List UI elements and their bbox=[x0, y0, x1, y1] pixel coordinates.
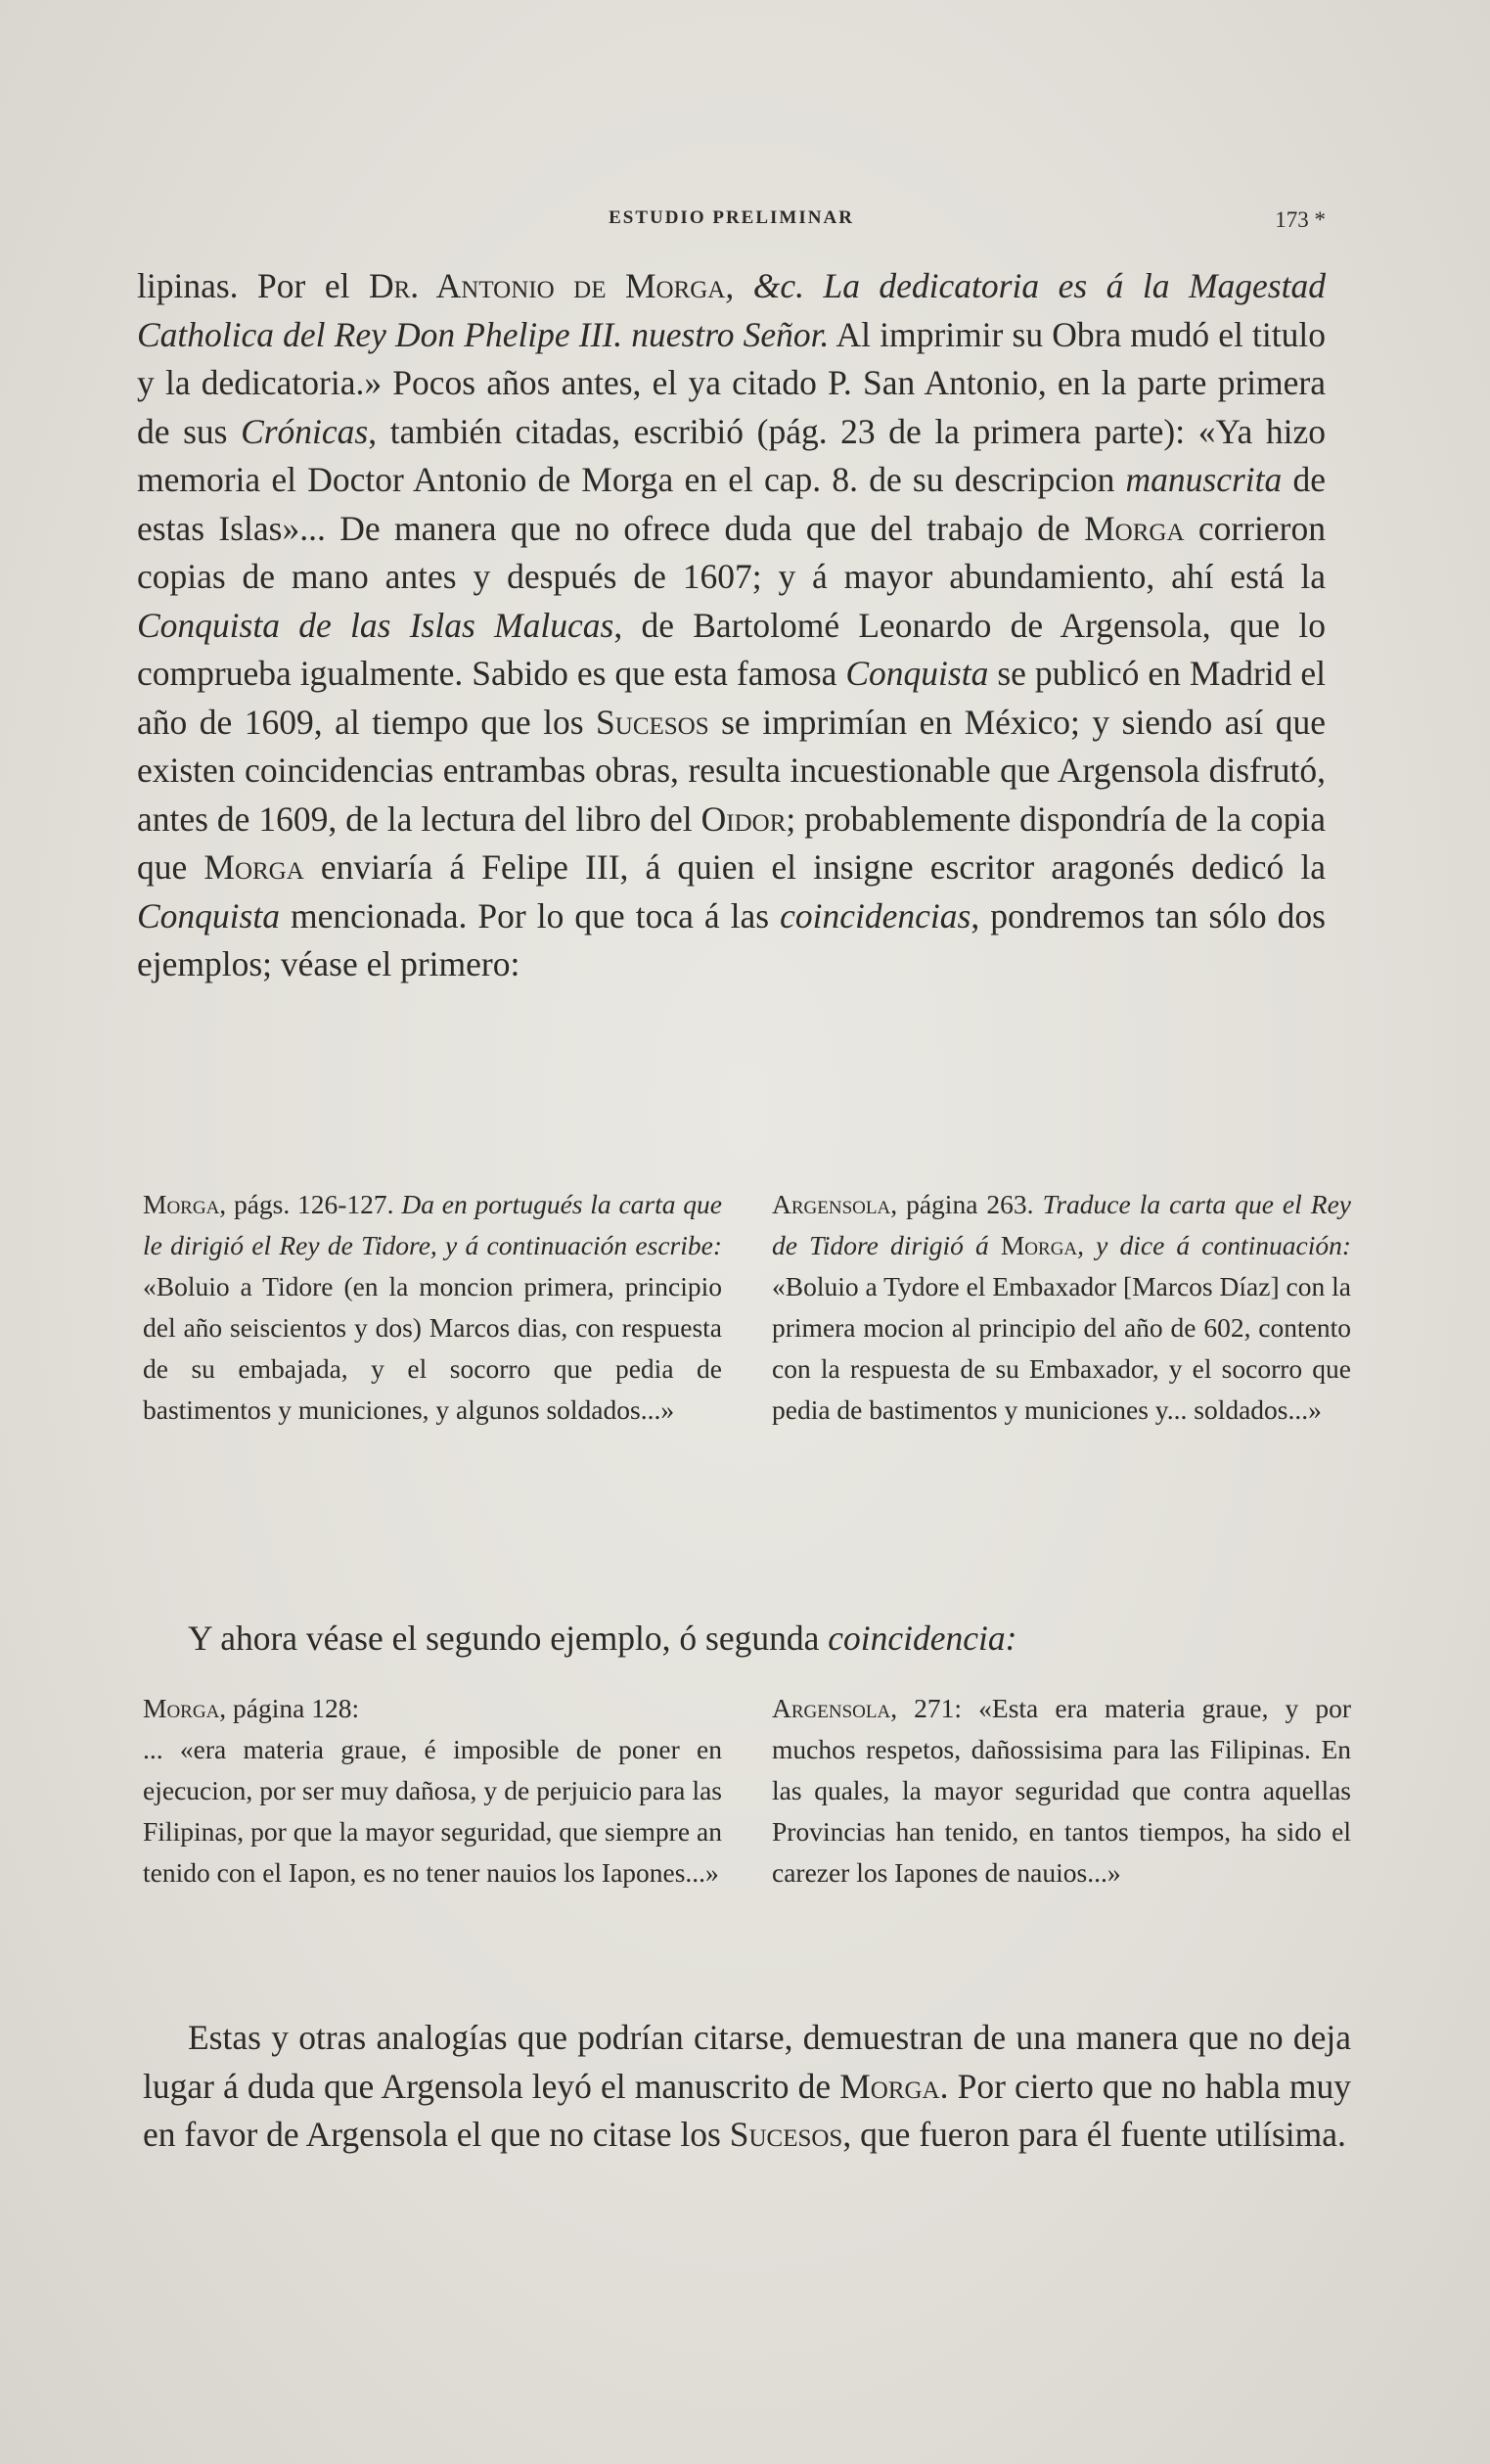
running-title: ESTUDIO PRELIMINAR bbox=[609, 207, 854, 228]
page-header bbox=[137, 207, 1326, 247]
second-example-intro: Y ahora véase el segundo ejemplo, ó segunda coincidencia: bbox=[188, 1619, 1017, 1658]
example-two-morga-column: Morga, página 128: ... «era materia graue, é imposible de poner en ejecucion, por ser muy dañosa, y de perjuicio para las Filipinas, por que la mayor seguridad, que siempre an tenido con el Iapon, es no tener nauios los Iapones...» bbox=[143, 1693, 722, 1888]
example-two-columns bbox=[143, 1688, 1351, 1894]
paragraph-text: lipinas. Por el Dr. Antonio de Morga, &c. La dedicatoria es á la Magestad Catholica del Rey Don Phelipe III. nuestro Señor. Al imprimir su Obra mudó el titulo y la dedicatoria.» Pocos años antes, el ya citado P. San Antonio, en la parte primera de sus Crónicas, también citadas, escribió (pág. 23 de la primera parte): «Ya hizo memoria el Doctor Antonio de Morga en el cap. 8. de su descripcion manuscrita de estas Islas»... De manera que no ofrece duda que del trabajo de Morga corrieron copias de mano antes y después de 1607; y á mayor abundamiento, ahí está la Conquista de las Islas Malucas, de Bartolomé Leonardo de Argensola, que lo comprueba igualmente. Sabido es que esta famosa Conquista se publicó en Madrid el año de 1609, al tiempo que los Sucesos se imprimían en México; y siendo así que existen coincidencias entrambas obras, resulta incuestionable que Argensola disfrutó, antes de 1609, de la lectura del libro del Oidor; probablemente dispondría de la copia que Morga enviaría á Felipe III, á quien el insigne escritor aragonés dedicó la Conquista mencionada. Por lo que toca á las coincidencias, pondremos tan sólo dos ejemplos; véase el primero: bbox=[137, 266, 1326, 983]
example-one-columns bbox=[143, 1184, 1351, 1431]
example-two-argensola-column: Argensola, 271: «Esta era materia graue, y por muchos respetos, dañossisima para las Filipinas. En las quales, la mayor seguridad que contra aquellas Provincias han tenido, en tantos tiempos, ha sido el carezer los Iapones de nauios...» bbox=[772, 1693, 1352, 1888]
example-one-morga-column: Morga, págs. 126-127. Da en portugués la carta que le dirigió el Rey de Tidore, y á continuación escribe: «Boluio a Tidore (en la moncion primera, principio del año seiscientos y dos) Marcos dias, con respuesta de su embajada, y el socorro que pedia de bastimentos y municiones, y algunos soldados...» bbox=[143, 1189, 722, 1425]
example-one-argensola-column: Argensola, página 263. Traduce la carta que el Rey de Tidore dirigió á Morga, y dice á continuación: «Boluio a Tydore el Embaxador [Marcos Díaz] con la primera mocion al principio del año de 602, contento con la respuesta de su Embaxador, y el socorro que pedia de bastimentos y municiones y... soldados...» bbox=[772, 1189, 1351, 1425]
page-number: 173 * bbox=[1275, 207, 1326, 232]
closing-paragraph: Estas y otras analogías que podrían citarse, demuestran de una manera que no deja lugar á duda que Argensola leyó el manuscrito de Morga. Por cierto que no habla muy en favor de Argensola el que no citase los Sucesos, que fueron para él fuente utilísima. bbox=[143, 2018, 1351, 2154]
main-paragraph bbox=[137, 262, 1326, 989]
